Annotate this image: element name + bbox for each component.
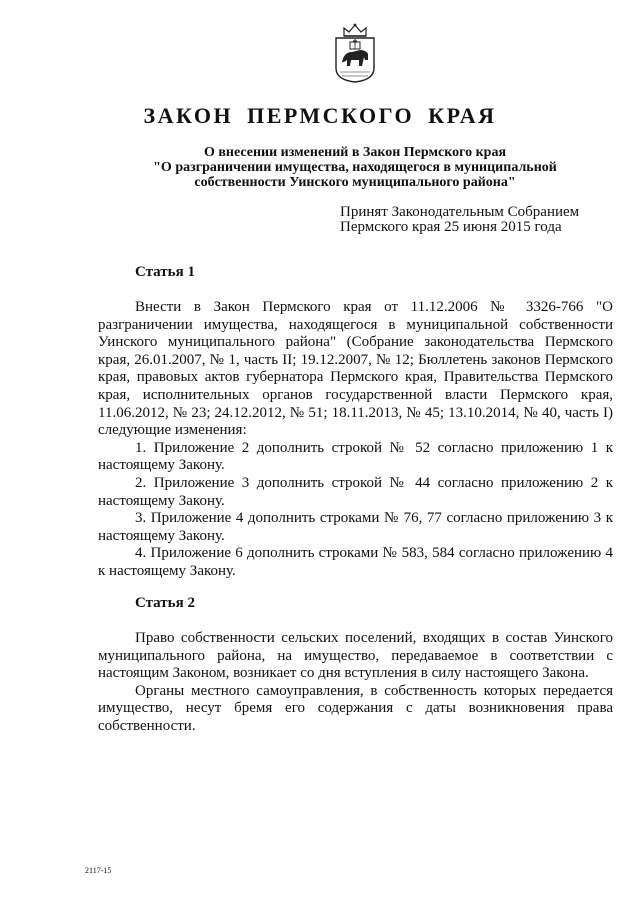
article-1-intro: Внести в Закон Пермского края от 11.12.2006 № 3326-766 "О разграничении имущества, находящегося в муниципальной собственности Уинского муниципального района" (Собрание законодательства Пермского края, 26.01.2007, № 1, часть II; 19.12.2007, № 12; Бюллетень законов Пермского края, правовых актов губернатора Пермского края, Правительства Пермского края, исполнительных органов государственной власти Пермского края, 11.06.2012, № 23; 24.12.2012, № 51; 18.11.2013, № 45; 13.10.2014, № 40, часть I) следующие изменения:	[98, 299, 613, 439]
article-1-item: 4. Приложение 6 дополнить строками № 583, 584 согласно приложению 4 к настоящему Закону.	[98, 545, 613, 579]
article-2-paragraph: Право собственности сельских поселений, входящих в состав Уинского муниципального района, на имущество, передаваемое в соответствии с настоящим Законом, возникает со дня вступления в силу настоящего Закона.	[98, 630, 613, 682]
document-code: 2117-15	[85, 866, 112, 875]
subtitle-line-3: собственности Уинского муниципального района"	[194, 175, 516, 190]
adoption-line-1: Принят Законодательным Собранием	[340, 204, 580, 220]
subtitle-line-1: О внесении изменений в Закон Пермского края	[203, 145, 507, 160]
article-1-item: 3. Приложение 4 дополнить строками № 76, 77 согласно приложению 3 к настоящему Закону.	[98, 510, 613, 544]
article-2-paragraph: Органы местного самоуправления, в собственность которых передается имущество, несут бремя его содержания с даты возникновения права собственности.	[98, 682, 613, 734]
article-1-heading: Статья 1	[135, 264, 195, 280]
adoption-note	[340, 205, 579, 235]
perm-coat-of-arms-icon	[330, 22, 380, 84]
article-1-item: 2. Приложение 3 дополнить строкой № 44 согласно приложению 2 к настоящему Закону.	[98, 474, 613, 509]
article-1-item: 1. Приложение 2 дополнить строкой № 52 согласно приложению 1 к настоящему Закону.	[98, 439, 613, 474]
law-subtitle	[130, 145, 580, 190]
article-1-body	[98, 299, 613, 581]
adoption-line-2: Пермского края 25 июня 2015 года	[340, 219, 562, 235]
law-title: ЗАКОН ПЕРМСКОГО КРАЯ	[143, 103, 497, 128]
article-2-body	[98, 630, 613, 736]
subtitle-line-2: "О разграничении имущества, находящегося в муниципальной	[153, 160, 557, 175]
article-2-heading: Статья 2	[135, 595, 195, 611]
